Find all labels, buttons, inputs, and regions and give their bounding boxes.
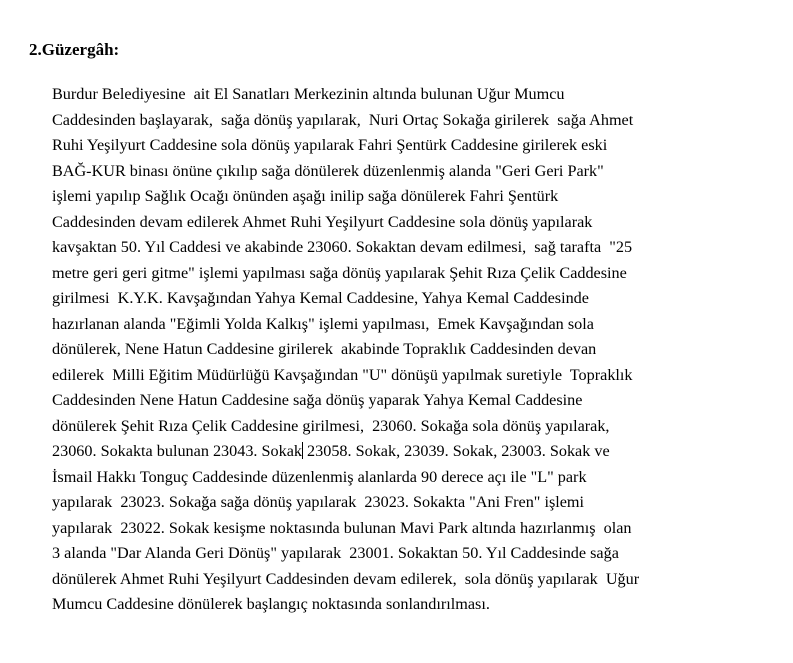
section-heading: 2.Güzergâh: bbox=[29, 40, 120, 59]
paragraph-line-10: hazırlanan alanda "Eğimli Yolda Kalkış" işlemi yapılması, Emek Kavşağından sola bbox=[52, 314, 594, 333]
paragraph-line-13: Caddesinden Nene Hatun Caddesine sağa dönüş yaparak Yahya Kemal Caddesine bbox=[52, 391, 583, 409]
paragraph-line-1: Burdur Belediyesine ait El Sanatları Merkezinin altında bulunan Uğur Mumcu bbox=[52, 85, 565, 103]
paragraph-line-15-before-cursor: 23060. Sokakta bulunan 23043. Sokak bbox=[52, 442, 302, 460]
paragraph-line-3: Ruhi Yeşilyurt Caddesine sola dönüş yapılarak Fahri Şentürk Caddesine girilerek eski bbox=[52, 136, 608, 154]
paragraph-line-20: dönülerek Ahmet Ruhi Yeşilyurt Caddesinden devam edilerek, sola dönüş yapılarak Uğur bbox=[52, 569, 640, 588]
paragraph-line-12: edilerek Milli Eğitim Müdürlüğü Kavşağından "U" dönüşü yapılmak suretiyle Topraklık bbox=[52, 365, 633, 384]
paragraph-line-18: yapılarak 23022. Sokak kesişme noktasında bulunan Mavi Park altında hazırlanmış olan bbox=[52, 518, 632, 537]
paragraph-line-16: İsmail Hakkı Tonguç Caddesinde düzenlenmiş alanlarda 90 derece açı ile "L" park bbox=[52, 467, 587, 486]
paragraph-line-11: dönülerek, Nene Hatun Caddesine girilerek akabinde Topraklık Caddesinden devan bbox=[52, 340, 597, 358]
paragraph-line-19: 3 alanda "Dar Alanda Geri Dönüş" yapılarak 23001. Sokaktan 50. Yıl Caddesinde sağa bbox=[52, 544, 619, 562]
paragraph-line-15[interactable] bbox=[52, 439, 792, 465]
route-paragraph bbox=[52, 82, 792, 618]
paragraph-line-6: Caddesinden devam edilerek Ahmet Ruhi Yeşilyurt Caddesine sola dönüş yapılarak bbox=[52, 212, 593, 231]
paragraph-line-4: BAĞ-KUR binası önüne çıkılıp sağa dönülerek düzenlenmiş alanda "Geri Geri Park" bbox=[52, 161, 604, 180]
paragraph-line-15-after-cursor: 23058. Sokak, 23039. Sokak, 23003. Sokak ve bbox=[303, 442, 610, 460]
paragraph-line-7: kavşaktan 50. Yıl Caddesi ve akabinde 23060. Sokaktan devam edilmesi, sağ tarafta "25 bbox=[52, 238, 633, 256]
paragraph-line-8: metre geri geri gitme" işlemi yapılması sağa dönüş yapılarak Şehit Rıza Çelik Caddesine bbox=[52, 263, 627, 282]
paragraph-line-21: Mumcu Caddesine dönülerek başlangıç noktasında sonlandırılması. bbox=[52, 595, 490, 613]
paragraph-line-17: yapılarak 23023. Sokağa sağa dönüş yapılarak 23023. Sokakta "Ani Fren" işlemi bbox=[52, 493, 585, 511]
paragraph-line-14: dönülerek Şehit Rıza Çelik Caddesine girilmesi, 23060. Sokağa sola dönüş yapılarak, bbox=[52, 416, 610, 435]
paragraph-line-5: işlemi yapılıp Sağlık Ocağı önünden aşağı inilip sağa dönülerek Fahri Şentürk bbox=[52, 187, 559, 205]
paragraph-line-2: Caddesinden başlayarak, sağa dönüş yapılarak, Nuri Ortaç Sokağa girilerek sağa Ahmet bbox=[52, 110, 634, 129]
paragraph-line-9: girilmesi K.Y.K. Kavşağından Yahya Kemal Caddesine, Yahya Kemal Caddesinde bbox=[52, 289, 589, 307]
